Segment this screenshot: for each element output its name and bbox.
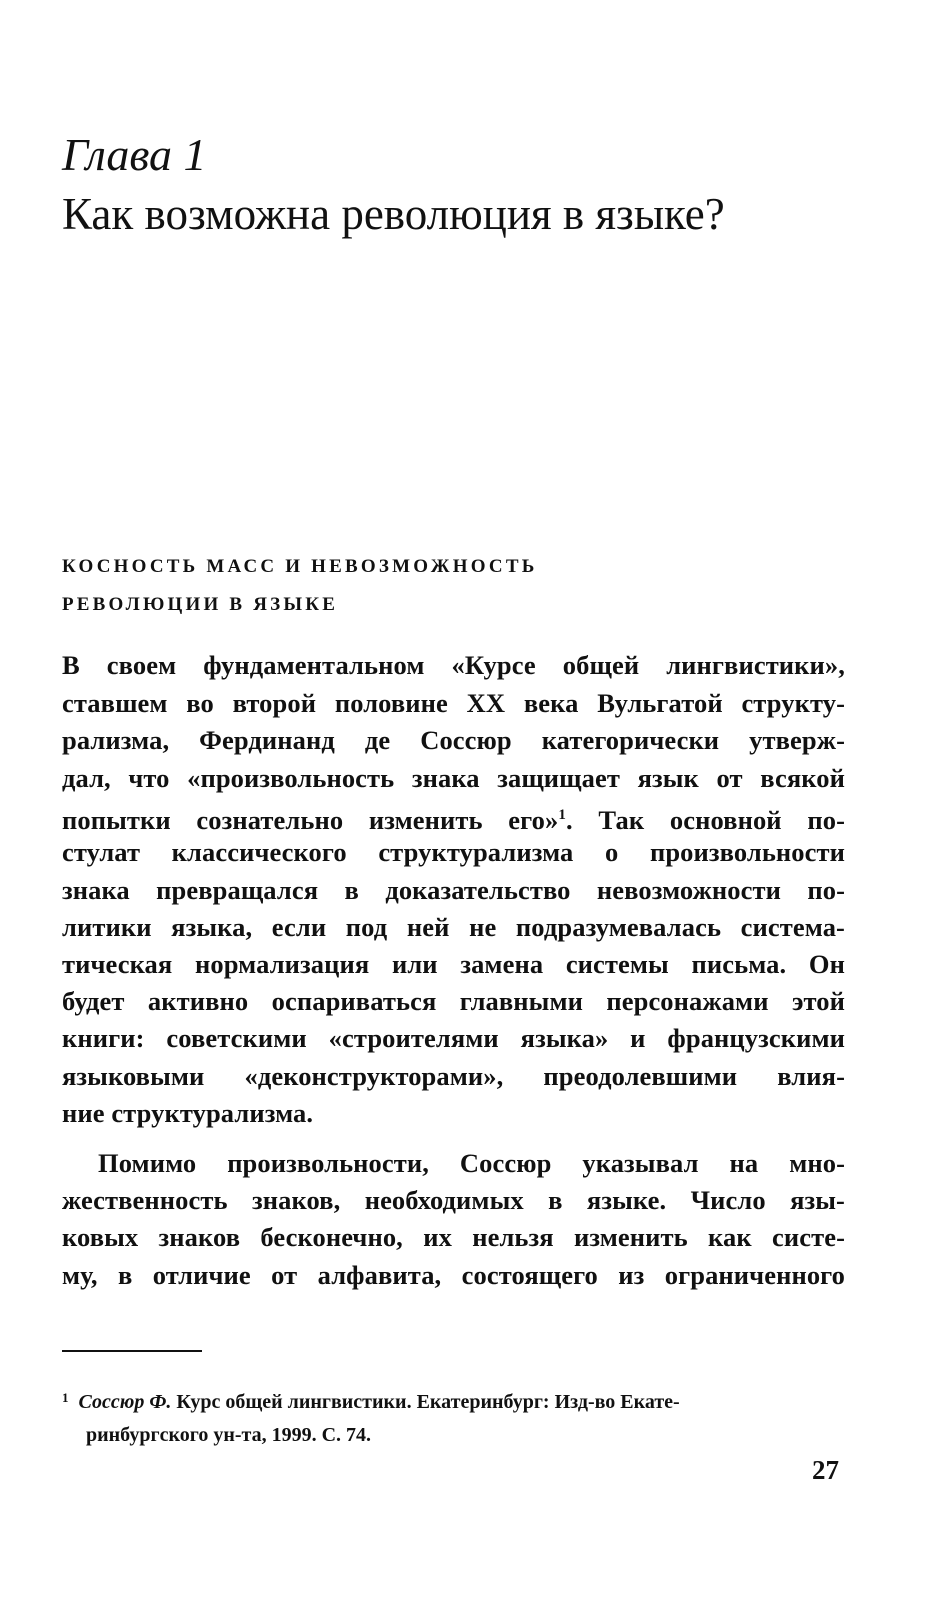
body-line: тическая нормализация или замена системы письма. Он [62, 949, 845, 979]
body-line: В своем фундаментальном «Курсе общей лингвистики», [62, 650, 845, 680]
section-heading-line: КОСНОСТЬ МАСС И НЕВОЗМОЖНОСТЬ [62, 556, 538, 577]
footnote-divider [62, 1350, 202, 1352]
body-line: языковыми «деконструкторами», преодолевшими влия- [62, 1061, 845, 1091]
section-heading-line: РЕВОЛЮЦИИ В ЯЗЫКЕ [62, 594, 339, 615]
body-line: дал, что «произвольность знака защищает язык от всякой [62, 763, 845, 793]
page-number: 27 [812, 1455, 839, 1485]
body-line: книги: советскими «строителями языка» и французскими [62, 1023, 845, 1053]
body-line: знака превращался в доказательство невозможности по- [62, 875, 845, 905]
body-line: ние структурализма. [62, 1098, 314, 1128]
body-line [62, 800, 845, 835]
footnote-author: Соссюр Ф. [78, 1391, 172, 1413]
body-line: му, в отличие от алфавита, состоящего из ограниченного [62, 1260, 845, 1290]
body-line: будет активно оспариваться главными персонажами этой [62, 986, 845, 1016]
footnote-number: 1 [62, 1390, 69, 1405]
body-line: жественность знаков, необходимых в языке. Число язы- [62, 1185, 845, 1215]
chapter-title: Как возможна революция в языке? [62, 189, 725, 239]
body-line: рализма, Фердинанд де Соссюр категорически утверж- [62, 725, 845, 755]
footnote-text: Курс общей лингвистики. Екатеринбург: Изд-во Екате- [171, 1391, 680, 1413]
body-line: стулат классического структурализма о произвольности [62, 837, 845, 867]
footnote-line [62, 1390, 680, 1414]
body-line: ковых знаков бесконечно, их нельзя изменить как систе- [62, 1222, 845, 1252]
body-text: . Так основной по- [565, 805, 845, 835]
body-line: литики языка, если под ней не подразумевалась система- [62, 912, 845, 942]
footnote-ref[interactable]: 1 [558, 807, 566, 823]
body-line: ставшем во второй половине XX века Вульгатой структу- [62, 688, 845, 718]
body-text: попытки сознательно изменить его» [62, 805, 559, 835]
chapter-label: Глава 1 [62, 129, 207, 180]
body-line: Помимо произвольности, Соссюр указывал на мно- [98, 1148, 845, 1178]
footnote-line: ринбургского ун-та, 1999. С. 74. [86, 1424, 372, 1446]
